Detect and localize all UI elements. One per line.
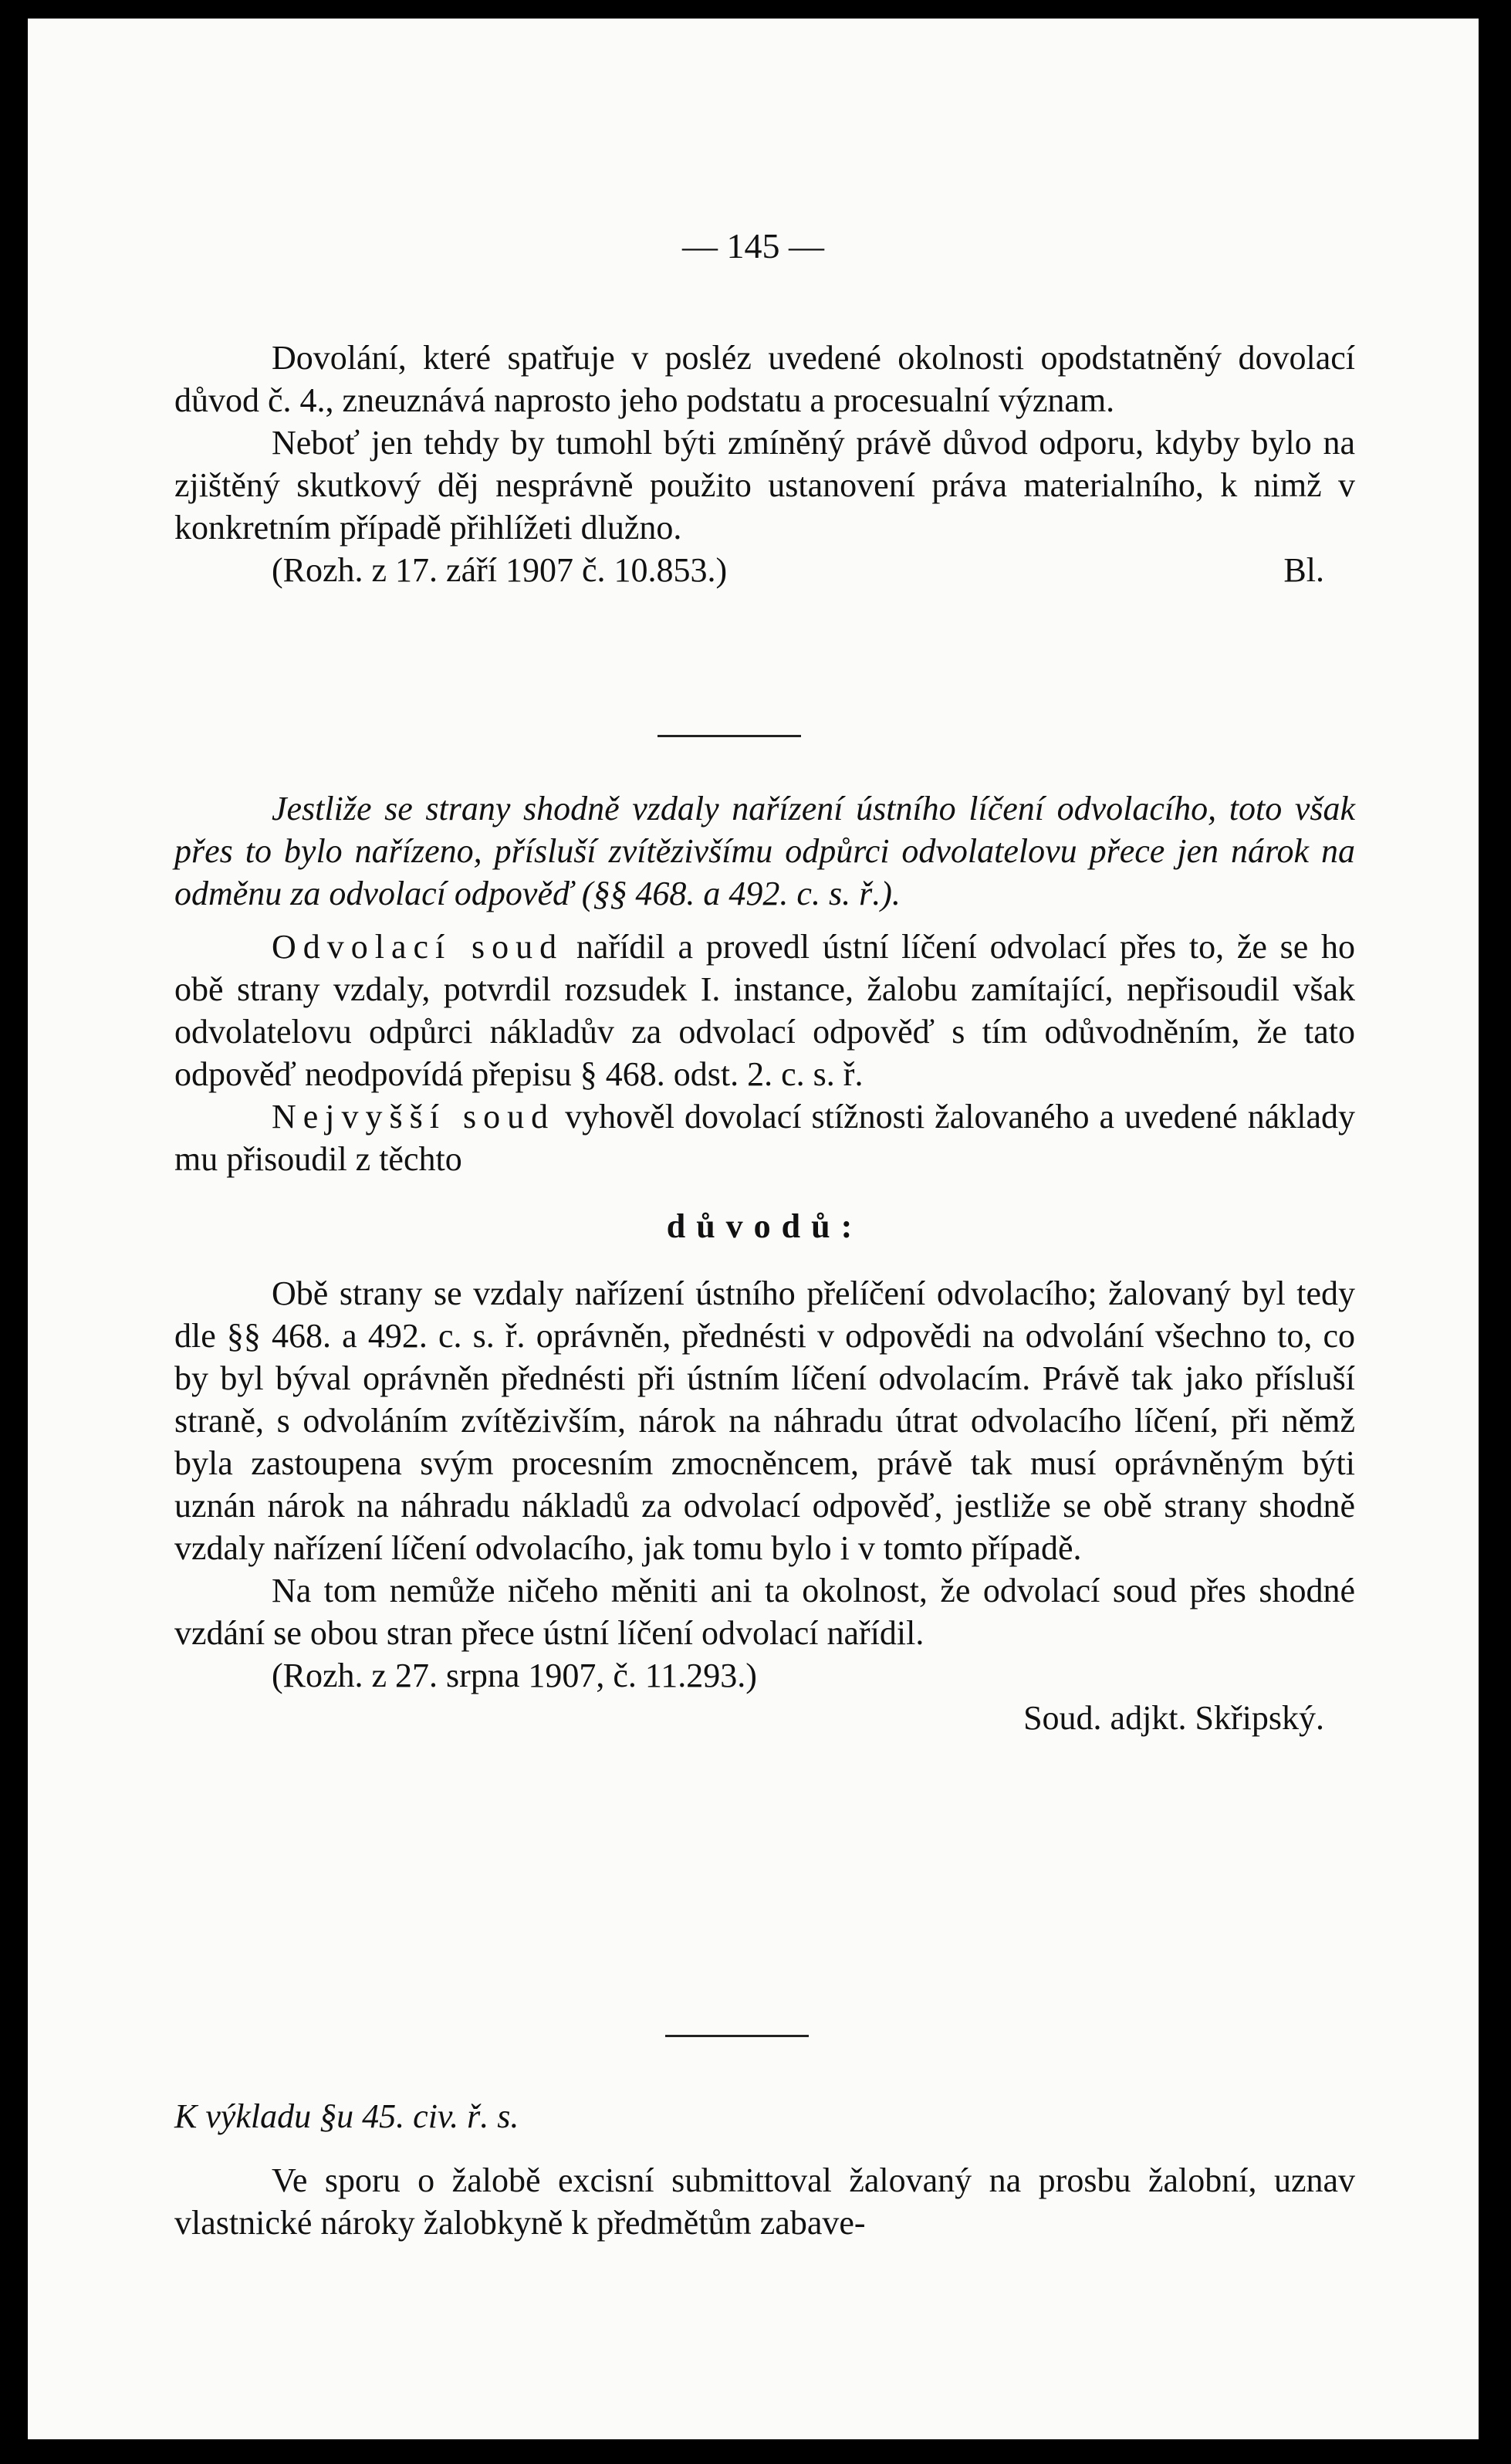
paragraph: Dovolání, které spatřuje v posléz uvedené okolnosti opodstatněný dovolací důvod č. 4., zneuznává naprosto jeho podstatu a procesualní význam. — [174, 339, 1355, 419]
paragraph-text: nařídil a provedl ústní líčení odvolací přes to, že se ho obě strany vzdaly, potvrdil rozsudek I. instance, žalobu zamítající, nepřisoudil však odvolatelovu odpůrci nákladův za odvolací odpověď s tím odůvodněním, že tato odpověď neodpovídá přepisu § 468. odst. 2. c. s. ř. — [174, 928, 1356, 1093]
section-3 — [174, 2095, 1355, 2244]
citation: (Rozh. z 17. září 1907 č. 10.853.) — [272, 551, 728, 589]
document-page — [28, 19, 1479, 2439]
divider — [657, 735, 801, 737]
section-heading: důvodů: — [666, 1207, 864, 1245]
section-title: K výkladu §u 45. civ. ř. s. — [174, 2097, 519, 2135]
author-initials: Bl. — [1283, 551, 1324, 589]
paragraph: Obě strany se vzdaly nařízení ústního přelíčení odvolacího; žalovaný byl tedy dle §§ 468. a 492. c. s. ř. oprávněn, přednésti v odpovědi na odvolání všechno to, co by byl býval oprávněn přednésti při ústním líčení odvolacím. Právě tak jako přísluší straně, s odvoláním zvítězivším, nárok na náhradu útrat odvolacího líčení, při němž byla zastoupena svým procesním zmocněncem, právě tak musí oprávněným býti uznán nárok na náhradu nákladů za odvolací odpověď, jestliže se obě strany shodně vzdaly nařízení líčení odvolacího, jak tomu bylo i v tomto případě. — [174, 1274, 1355, 1567]
paragraph: Ve sporu o žalobě excisní submittoval žalovaný na prosbu žalobní, uznav vlastnické nároky žalobkyně k předmětům zabave- — [174, 2161, 1355, 2242]
court-name: Odvolací soud — [272, 928, 564, 966]
section-1 — [174, 337, 1355, 591]
section-2 — [174, 787, 1355, 1739]
page-number: — 145 — — [682, 226, 824, 266]
headnote: Jestliže se strany shodně vzdaly nařízení ústního líčení odvolacího, toto však přes to bylo nařízeno, přísluší zvítězivšímu odpůrci odvolatelovu přece jen nárok na odměnu za odvolací odpověď (§§ 468. a 492. c. s. ř.). — [174, 790, 1355, 912]
paragraph — [174, 926, 1355, 1095]
divider — [665, 2035, 809, 2037]
citation-row — [174, 549, 1355, 591]
court-name: Nejvyšší soud — [272, 1098, 556, 1136]
signature: Soud. adjkt. Skřipský. — [1023, 1699, 1324, 1737]
paragraph: Na tom nemůže ničeho měniti ani ta okolnost, že odvolací soud přes shodné vzdání se obou stran přece ústní líčení odvolací nařídil. — [174, 1572, 1355, 1652]
paragraph-text: vyhověl dovolací stížnosti žalovaného a uvedené náklady mu přisoudil z těchto — [174, 1098, 1355, 1178]
citation: (Rozh. z 27. srpna 1907, č. 11.293.) — [272, 1657, 757, 1694]
paragraph — [174, 1095, 1355, 1180]
paragraph: Neboť jen tehdy by tumohl býti zmíněný právě důvod odporu, kdyby bylo na zjištěný skutkový děj nesprávně použito ustanovení práva materialního, k nimž v konkretním případě přihlížeti dlužno. — [174, 424, 1355, 547]
